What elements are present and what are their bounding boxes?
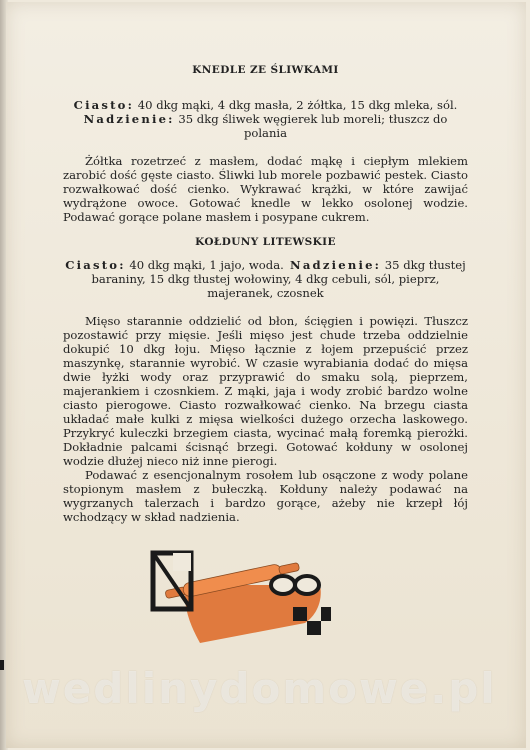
serving-kolduny: Podawać z esencjonalnym rosołem lub osączone z wody polane stopionym masłem z bułeczką. Kołduny należy podawać na wygrzanych talerzach i bardzo gorące, ażeby nie krzepł łój wchodzący w skład nadzienia. bbox=[63, 468, 468, 524]
method-knedle: Żółtka rozetrzeć z masłem, dodać mąkę i ciepłym mlekiem zarobić dość gęste ciasto. Śliwki lub morele pozbawić pestek. Ciasto rozwałkować dość cienko. Wykrawać krążki, w które zawijać wydrążone owoce. Gotować knedle w lekko osolonej wodzie. Podawać gorące polane masłem i posypane cukrem. bbox=[63, 154, 468, 224]
method-kolduny: Mięso starannie oddzielić od błon, ścięgien i powięzi. Tłuszcz pozostawić przy mięsie. Jeśli mięso jest chude trzeba oddzielnie dokupić 10 dkg łoju. Mięso łącznie z łojem przepuścić przez maszynkę, starannie wyrobić. W czasie wyrabiania dodać do mięsa dwie łyżki wody oraz przyprawić do smaku solą, pieprzem, majerankiem i czosnkiem. Z mąki, jaja i wody zrobić bardzo wolne ciasto pierogowe. Ciasto rozwałkować cienko. Na brzegu ciasta układać małe kulki z mięsa wielkości dużego orzecha laskowego. Przykryć kuleczki brzegiem ciasta, wycinać małą foremką pierożki. Dokładnie palcami ścisnąć brzegi. Gotować kołduny w osolonej wodzie dłużej nieco niż inne pierogi. bbox=[63, 314, 468, 468]
ingredients-kolduny bbox=[63, 258, 468, 300]
kitchen-illustration bbox=[145, 545, 335, 645]
label-filling: Nadzienie: bbox=[83, 112, 175, 126]
filling-ingredients: 35 dkg śliwek węgierek lub moreli; tłuszcz do polania bbox=[174, 112, 448, 140]
label-filling: Nadzienie: bbox=[283, 258, 382, 272]
filling-ingredients: 35 dkg tłustej baraniny, 15 dkg tłustej wołowiny, 4 dkg cebuli, sól, pieprz, majeranek, czosnek bbox=[91, 258, 466, 300]
label-dough: Ciasto: bbox=[73, 98, 135, 112]
recipe-title-kolduny: KOŁDUNY LITEWSKIE bbox=[195, 236, 336, 248]
dough-ingredients: 40 dkg mąki, 4 dkg masła, 2 żółtka, 15 dkg mleka, sól. bbox=[134, 98, 458, 112]
watermark-text: wedlinydomowe.pl bbox=[22, 664, 497, 713]
recipe-title-knedle: KNEDLE ZE ŚLIWKAMI bbox=[192, 64, 339, 76]
dough-ingredients: 40 dkg mąki, 1 jajo, woda. bbox=[125, 258, 284, 272]
ingredients-knedle bbox=[63, 98, 468, 140]
edge-mark bbox=[0, 660, 4, 670]
frame-square-icon bbox=[153, 553, 191, 609]
label-dough: Ciasto: bbox=[65, 258, 126, 272]
page-content bbox=[63, 63, 468, 524]
